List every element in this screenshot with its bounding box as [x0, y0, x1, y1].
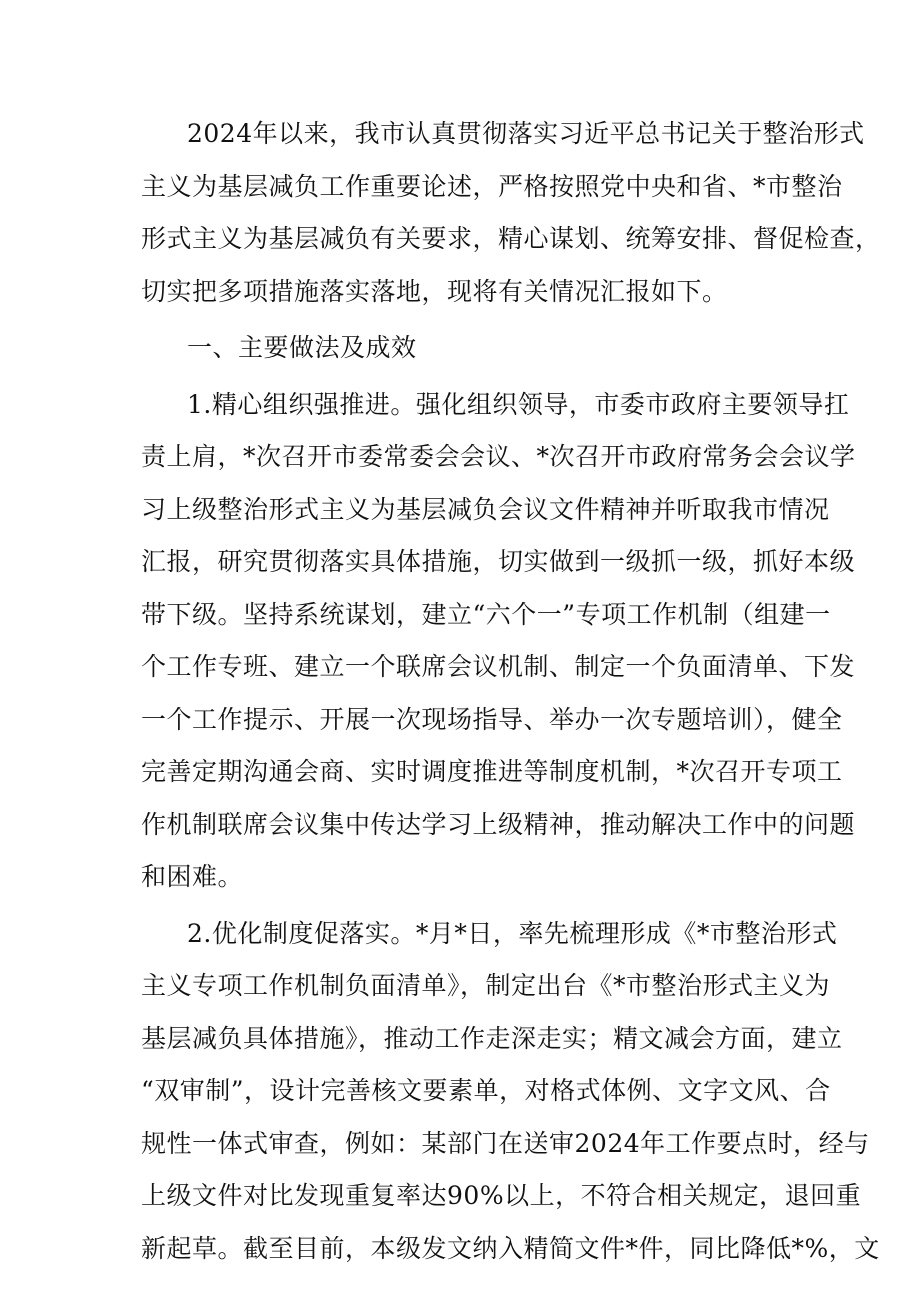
paragraph-line: “双审制”，设计完善核文要素单，对格式体例、文字文风、合 — [141, 1076, 831, 1105]
paragraph-line: 个工作专班、建立一个联席会议机制、制定一个负面清单、下发 — [141, 652, 856, 681]
paragraph-line: 切实把多项措施落实落地，现将有关情况汇报如下。 — [141, 276, 728, 306]
paragraph-line: 一个工作提示、开展一次现场指导、举办一次专题培训），健全 — [141, 704, 843, 734]
paragraph-line: 主义为基层减负工作重要论述，严格按照党中央和省、*市整治 — [141, 171, 843, 201]
paragraph-line: 带下级。坚持系统谋划，建立“六个一”专项工作机制（组建一 — [141, 599, 831, 629]
paragraph-line: 1.精心组织强推进。强化组织领导，市委市政府主要领导扛 — [187, 389, 850, 419]
paragraph-line: 新起草。截至目前，本级发文纳入精简文件*件，同比降低*%，文 — [141, 1233, 880, 1263]
section-heading — [141, 322, 791, 375]
paragraph-line: 责上肩，*次召开市委常委会会议、*次召开市政府常务会会议学 — [141, 442, 856, 471]
document-body — [141, 108, 881, 1275]
intro-paragraph — [141, 108, 881, 318]
paragraph-line: 基层减负具体措施》，推动工作走深走实；精文减会方面，建立 — [141, 1023, 843, 1053]
paragraph-line: 2.优化制度促落实。*月*日，率先梳理形成《*市整治形式 — [187, 918, 838, 948]
paragraph-line: 主义专项工作机制负面清单》，制定出台《*市整治形式主义为 — [141, 971, 831, 1000]
paragraph-line: 上级文件对比发现重复率达90%以上，不符合相关规定，退回重 — [141, 1181, 862, 1210]
paragraph-line: 2024年以来，我市认真贯彻落实习近平总书记关于整治形式 — [187, 119, 865, 148]
paragraph-line: 汇报，研究贯彻落实具体措施，切实做到一级抓一级，抓好本级 — [141, 547, 856, 576]
paragraph-line: 规性一体式审查，例如：某部门在送审2024年工作要点时，经与 — [141, 1128, 870, 1158]
item-2-paragraph — [141, 908, 880, 1276]
paragraph-line: 习上级整治形式主义为基层减负会议文件精神并听取我市情况 — [141, 494, 830, 524]
paragraph-line: 作机制联席会议集中传达学习上级精神，推动解决工作中的问题 — [141, 809, 856, 839]
paragraph-line: 形式主义为基层减负有关要求，精心谋划、统筹安排、督促检查， — [141, 224, 881, 253]
paragraph-line: 完善定期沟通会商、实时调度推进等制度机制，*次召开专项工 — [141, 757, 843, 786]
section-heading-text: 一、主要做法及成效 — [187, 333, 417, 362]
item-1-paragraph — [141, 379, 856, 904]
paragraph-line: 和困难。 — [141, 862, 244, 891]
